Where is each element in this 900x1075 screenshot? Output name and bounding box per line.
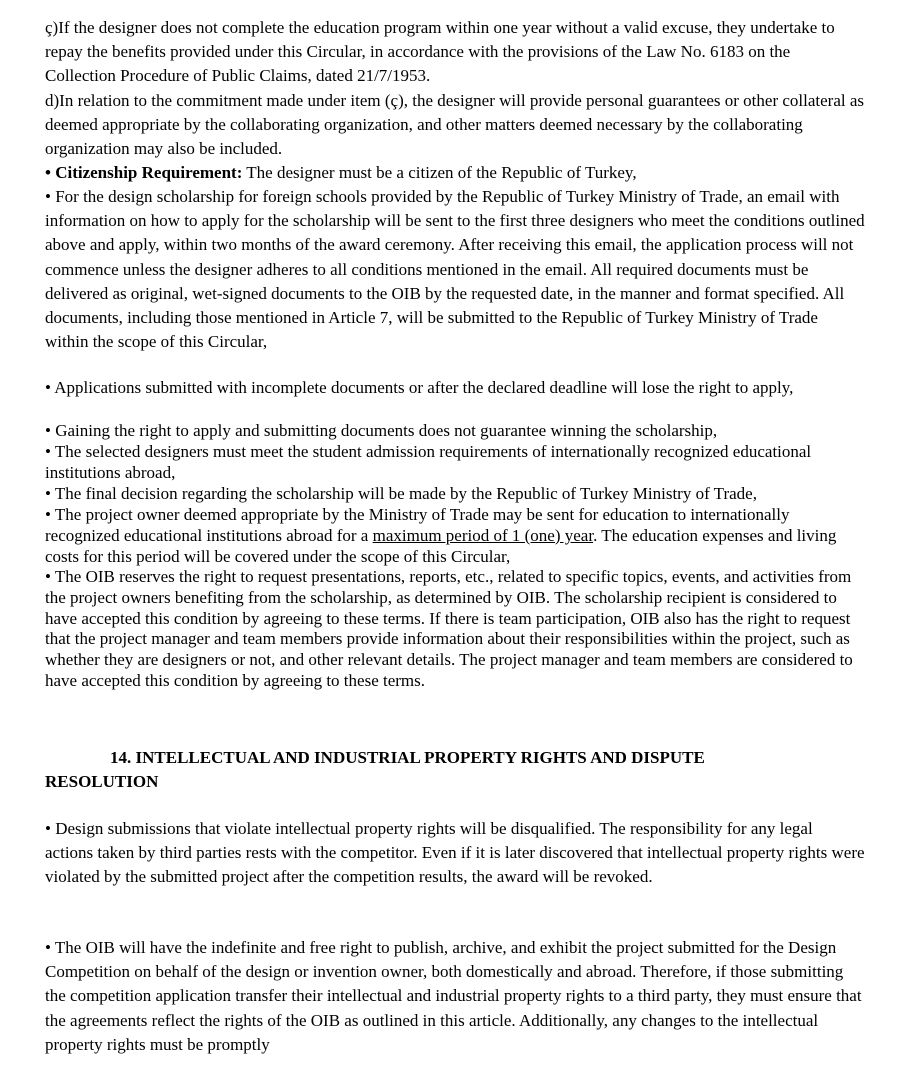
section-heading-line-1: 14. INTELLECTUAL AND INDUSTRIAL PROPERTY RIGHTS AND DISPUTE bbox=[110, 748, 705, 767]
foreign-schools-paragraph: • For the design scholarship for foreign schools provided by the Republic of Turkey Ministry of Trade, an email with information on how to apply for the scholarship will be sent to the first three designers who meet the conditions outlined above and apply, within two months of the award ceremony. After receiving this email, the application process will not commence unless the designer adheres to all conditions mentioned in the email. All required documents must be delivered as original, wet-signed documents to the OIB by the requested date, in the manner and format specified. All documents, including those mentioned in Article 7, will be submitted to the Republic of Turkey Ministry of Trade within the scope of this Circular, bbox=[45, 187, 865, 352]
no-guarantee-item: • Gaining the right to apply and submitting documents does not guarantee winning the scholarship, bbox=[45, 421, 718, 440]
admission-requirements-item: • The selected designers must meet the student admission requirements of internationally recognized educational institutions abroad, bbox=[45, 442, 812, 482]
clause-d: d)In relation to the commitment made under item (ç), the designer will provide personal guarantees or other collateral as deemed appropriate by the collaborating organization, and other matters deemed necessary by the collaborating organization may also be included. bbox=[45, 91, 865, 159]
incomplete-documents-item: • Applications submitted with incomplete documents or after the declared deadline will lose the right to apply, bbox=[45, 378, 794, 397]
final-decision-item: • The final decision regarding the scholarship will be made by the Republic of Turkey Ministry of Trade, bbox=[45, 484, 757, 503]
project-owner-text-b: . The education expenses and living costs for this period will be covered under the scope of this Circular, bbox=[45, 525, 837, 566]
oib-reserves-item: • The OIB reserves the right to request presentations, reports, etc., related to specific topics, events, and activities from the project owners benefiting from the scholarship, as determined by OIB. The scholarship recipient is considered to have accepted this condition by agreeing to these terms. If there is team participation, OIB also has the right to request that the project manager and team members provide information about their responsibilities within the project, such as whether they are designers or not, and other relevant details. The project manager and team members are considered to have accepted this condition by agreeing to these terms. bbox=[45, 567, 853, 690]
max-period-underline: maximum period of 1 (one) year bbox=[372, 525, 594, 545]
citizenship-label: • Citizenship Requirement: bbox=[45, 163, 243, 182]
section-heading-line-2: RESOLUTION bbox=[45, 772, 159, 791]
publish-right-paragraph: • The OIB will have the indefinite and free right to publish, archive, and exhibit the project submitted for the Design Competition on behalf of the design or invention owner, both domestically and abroad. Therefore, if those submitting the competition application transfer their intellectual and industrial property rights to a third party, they must ensure that the agreements reflect the rights of the OIB as outlined in this article. Additionally, any changes to the intellectual property rights must be promptly bbox=[45, 938, 862, 1054]
project-owner-item bbox=[45, 505, 865, 567]
disqualification-paragraph: • Design submissions that violate intellectual property rights will be disqualified. The responsibility for any legal actions taken by third parties rests with the competitor. Even if it is later discovered that intellectual property rights were violated by the submitted project after the competition results, the award will be revoked. bbox=[45, 819, 865, 887]
project-owner-text-a: • The project owner deemed appropriate by the Ministry of Trade may be sent for education to internationally recognized educational institutions abroad for a bbox=[45, 505, 790, 545]
citizenship-requirement bbox=[45, 161, 865, 185]
citizenship-text: The designer must be a citizen of the Republic of Turkey, bbox=[242, 163, 637, 182]
section-heading bbox=[45, 746, 865, 794]
clause-c: ç)If the designer does not complete the education program within one year without a valid excuse, they undertake to repay the benefits provided under this Circular, in accordance with the provisions of the Law No. 6183 on the Collection Procedure of Public Claims, dated 21/7/1953. bbox=[45, 18, 835, 86]
